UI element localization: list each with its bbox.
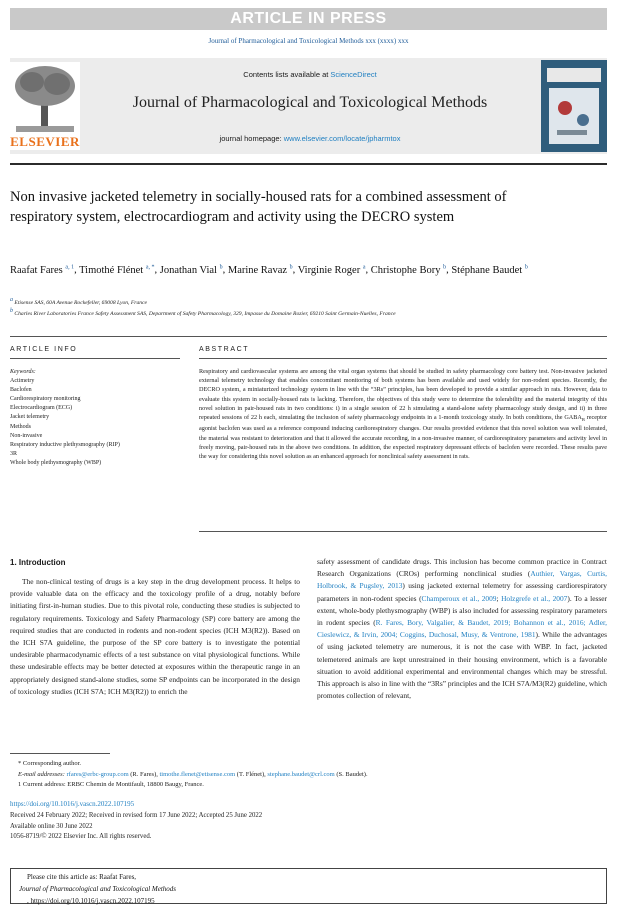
journal-cover-image [541,60,607,152]
abstract-text: Respiratory and cardiovascular systems are among the vital organ systems that should be studied in safety pharmacology core battery test. Non-invasive jacketed external telemetry technology that enables concomitant monitoring of both systems has been available and used widely for non-rodent species. Recently, the DECRO system, a miniaturized technology system in line with the “3Rs” principles, has been developed to provide a similar approach in rats. However, data to evaluate this system in socially-housed rats is lacking. Therefore, the objectives of this study were to determine the tolerability and the material integrity of this novel solution in pair-housed rats in two conditions: i) in a single session of 22 h simulating a stand-alone safety pharmacology study design, and ii) in three repeated sessions of 22 h each, simulating the inclusion of safety pharmacology endpoints in a 1-month toxicology study. In both conditions, the $GABA_B$ receptor agonist baclofen was used as a reference compound inducing cardiorespiratory changes. Our results provided evidence that this novel solution was well tolerated, the material was resistant to deterioration and that it allowed the accurate recording, in a non-invasive manner, of cardiorespiratory parameters and activity level in freely moving, pair-housed rats in the above two conditions. In addition, the expected respiratory depressant effects of baclofen were recorded. These results pave the way for considering this novel solution as an enhanced approach for nonclinical safety assessment in rats. [199,368,607,461]
author[interactable]: Christophe Bory $^b$ [370,264,447,276]
email-link[interactable]: rfares@erbc-group.com [66,770,129,778]
homepage-line [90,134,530,143]
author[interactable]: Marine Ravaz $^b$ [227,264,293,276]
intro-right-column: safety assessment of candidate drugs. This inclusion has become common practice in Contract Research Organizations (CROs) performing nonclinical studies (Authier, Vargas, Curtis, Holbrook, & Pugsley, 2013) using jacketed external telemetry for assessing cardiorespiratory parameters in non-rodent species (Champeroux et al., 2009; Holzgrefe et al., 2007). To a lesser extent, whole-body plethysmography (WBP) is also included for assessing respiratory parameters in rodent species (R. Fares, Bory, Valgalier, & Baudet, 2019; Bohannon et al., 2016; Adler, Cieslewicz, & Irvin, 2004; Coggins, Duchosal, Musy, & Ventrone, 1981). While the advantages of using jacketed telemetry are numerous, it is not the case with WBP. In fact, jacketed telemetered animals are kept unrestrained in their housing environment, which is a favorable situation to avoid additional experimental and environmental changes which may be stressful. This approach is also in line with the “3Rs” principles and the ICH S7A/M3(R2) guideline, which promotes collection of relevant, [317,557,608,701]
intro-left-column: The non-clinical testing of drugs is a key step in the drug development process. It helps to provide valuable data on the efficacy and the toxicology profile of a drug, notably before initiating first-in-human studies. Due to this pivotal role, conducting these studies is subjected to regulatory requirements. Toxicology and Safety Pharmacology (SP) core battery are among the required studies that are conducted in rodents and non-rodent species (ICH M3(R2)). Based on the ICH S7A guideline, the purpose of the SP core battery is to investigate the potential undesirable pharmacodynamic effects of a test substance on vital physiological functions. While these undesirable effects may be better detected at exposures within the therapeutic range in an appropriately designed stand-alone studies, some SP endpoints can be incorporated in the design of toxicology studies (ICH S7A; ICH M3(R2)) to enrich the [10,577,300,696]
keyword: Baclofen [10,387,32,394]
tree-icon [10,62,80,134]
homepage-prefix: journal homepage: [219,134,284,143]
article-info-heading: ARTICLE INFO [10,346,78,353]
header-divider [10,163,607,165]
keywords-label: Keywords: [10,369,36,375]
author[interactable]: Timothé Flénet $^{a, *}$ [79,264,155,276]
journal-reference[interactable]: Journal of Pharmacological and Toxicological Methods xxx (xxxx) xxx [208,37,409,45]
keyword: Methods [10,423,31,430]
email-link[interactable]: stephane.baudet@crl.com [267,770,335,778]
email-addresses: E-mail addresses: rfares@erbc-group.com (R. Fares), timothe.flenet@etisense.com (T. Flénet), stephane.baudet@crl.com (S. Baudet). [18,770,368,778]
keyword: Respiratory inductive plethysmography (RIP) [10,441,120,448]
article-in-press-banner: ARTICLE IN PRESS [10,8,607,30]
current-address-note: 1 Current address: ERBC Chemin de Montifault, 18800 Baugy, France. [18,781,204,788]
keyword: Whole body plethysmography (WBP) [10,459,102,466]
citation-box: Please cite this article as: Raafat Fares, Journal of Pharmacological and Toxicological Methods , https://doi.org/10.1016/j.vascn.2022.107195 [10,868,607,904]
journal-title: Journal of Pharmacological and Toxicological Methods [132,94,488,111]
section-heading: 1. Introduction [10,558,66,567]
contents-line [90,70,530,79]
paper-title: Non invasive jacketed telemetry in socially-housed rats for a combined assessment of respiratory system, electrocardiogram and activity using the DECRO system [10,189,507,225]
cite-doi[interactable]: , https://doi.org/10.1016/j.vascn.2022.107195 [27,897,155,905]
cite-journal: Journal of Pharmacological and Toxicological Methods [19,885,177,893]
citation-link[interactable]: Authier, Vargas, Curtis, Holbrook, & Pugsley, 2013 [317,569,607,591]
elsevier-wordmark: ELSEVIER [10,134,80,149]
citation-link[interactable]: Holzgrefe et al., 2007 [501,593,568,603]
affiliation: $^a$ Etisense SAS, 60A Avenue Rockefeller, 69008 Lyon, France [10,297,148,306]
section-divider [10,336,607,337]
sciencedirect-link[interactable]: ScienceDirect [330,70,377,79]
affiliation: $^b$ Charles River Laboratories France Safety Assessment SAS, Department of Safety Pharmacology, 329, Impasse du Domaine Rozier, 69210 Saint Germain-Nuelles, France [10,308,396,317]
keyword: Cardiorespiratory monitoring [10,396,81,403]
homepage-link[interactable]: www.elsevier.com/locate/jpharmtox [283,134,401,143]
doi-link[interactable]: https://doi.org/10.1016/j.vascn.2022.107195 [10,800,135,808]
article-info-rule [10,358,180,359]
keyword: Non-invasive [10,432,43,439]
keyword: Electrocardiogram (ECG) [10,405,73,412]
footnotes [18,759,607,791]
article-dates: Received 24 February 2022; Received in revised form 17 June 2022; Accepted 25 June 2022 Available online 30 June 2022 1056-8719/© 2022 Elsevier Inc. All rights reserved. [10,812,263,841]
abstract-rule [199,358,607,359]
author-list: Raafat Fares $^{a, 1}$, Timothé Flénet $^{a, *}$, Jonathan Vial $^b$, Marine Ravaz $^b$, Virginie Roger $^a$, Christophe Bory $^b$, Stéphane Baudet $^b$ [10,264,528,276]
email-link[interactable]: timothe.flenet@etisense.com [159,770,236,778]
cover-art-icon [541,60,607,152]
citation-link[interactable]: Champeroux et al., 2009 [421,593,497,603]
keywords-list [10,368,180,468]
footnote-rule [10,753,110,754]
citation-link[interactable]: R. Fares, Bory, Valgalier, & Baudet, 2019; Bohannon et al., 2016; Adler, Cieslewicz, & Irvin, 2004; Coggins, Duchosal, Musy, & Ventrone, 1981 [317,618,607,640]
contents-prefix: Contents lists available at [243,70,331,79]
keyword: 3R [10,450,18,457]
author[interactable]: Virginie Roger $^a$ [297,264,366,276]
author[interactable]: Jonathan Vial $^b$ [159,264,223,276]
keyword: Jacket telemetry [10,414,50,421]
corresponding-author-note: * Corresponding author. [18,760,82,767]
author[interactable]: Raafat Fares $^{a, 1}$ [10,264,75,276]
keyword: Actimetry [10,378,35,385]
abstract-bottom-rule [199,531,607,532]
abstract-heading: ABSTRACT [199,346,250,353]
author[interactable]: Stéphane Baudet $^b$ [451,264,528,276]
